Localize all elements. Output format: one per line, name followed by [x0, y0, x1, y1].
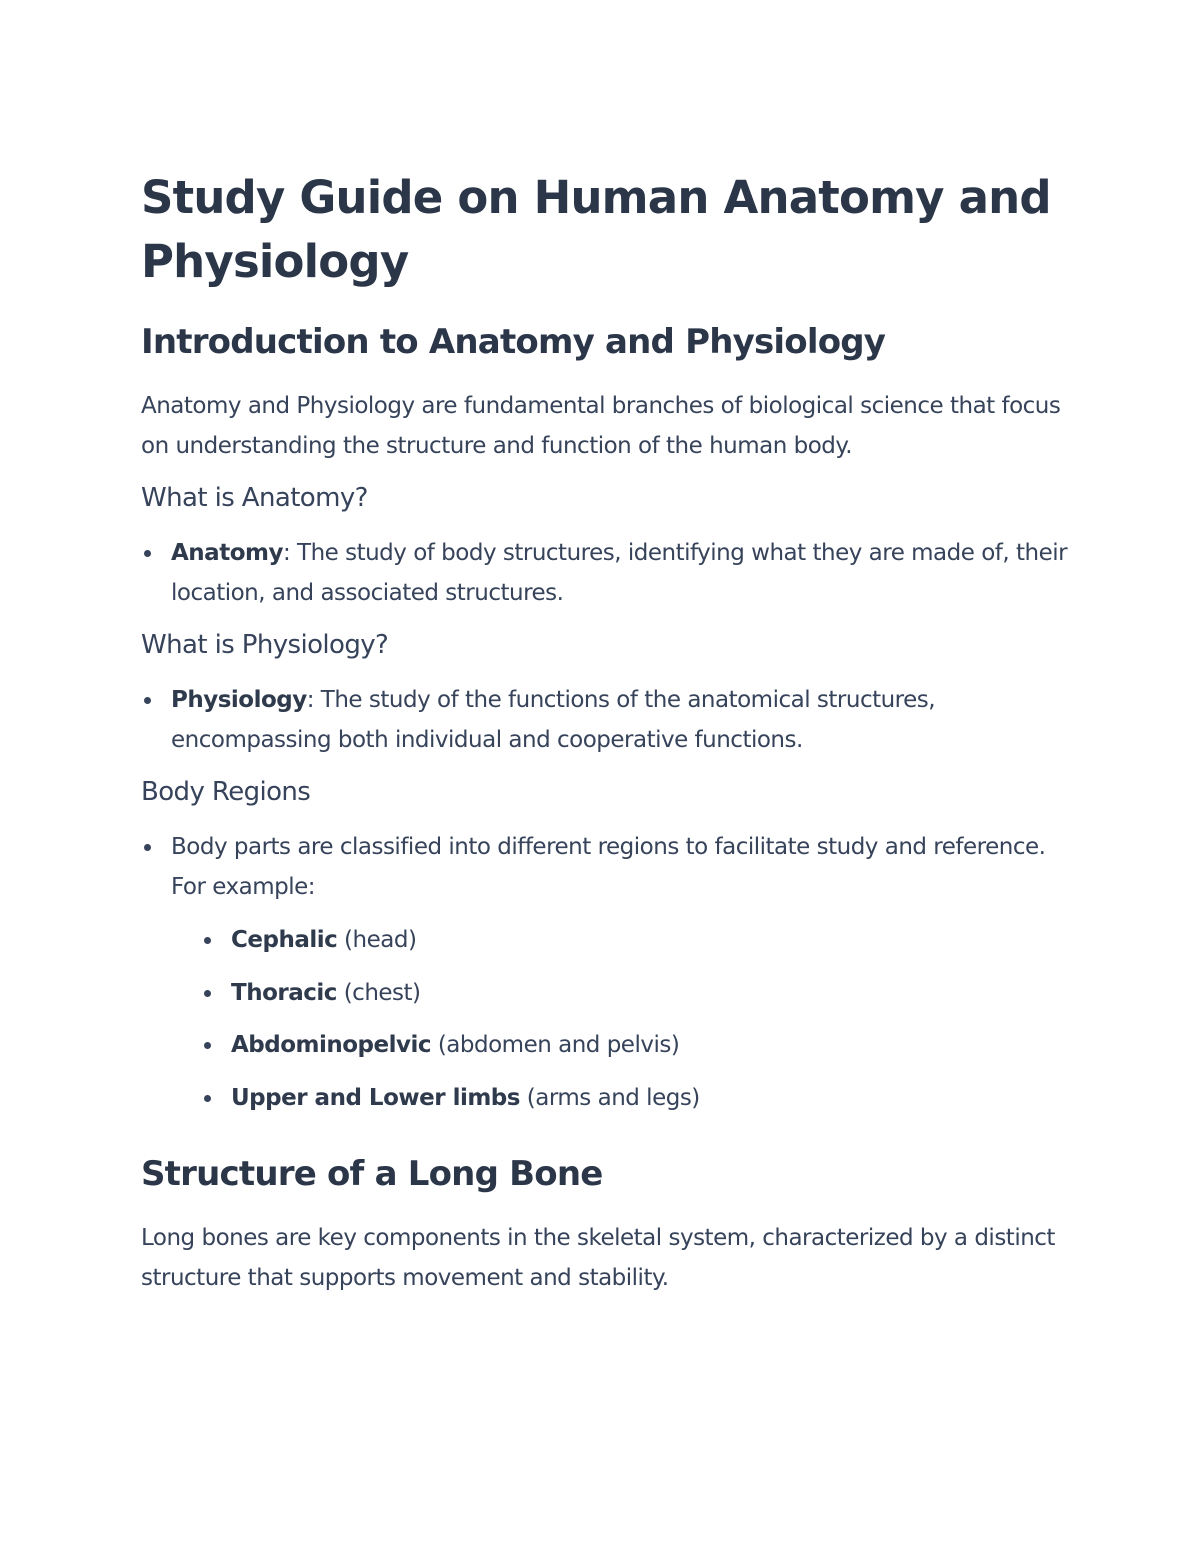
regions-list: [141, 827, 1071, 1124]
term-physiology: Physiology: [171, 687, 307, 713]
section-heading-intro: Introduction to Anatomy and Physiology: [141, 322, 886, 362]
region-desc: (arms and legs): [519, 1084, 700, 1111]
region-term: Thoracic: [231, 979, 337, 1006]
regions-intro: Body parts are classified into different regions to facilitate study and reference. For example:: [171, 834, 1046, 900]
sublist-item-limbs: [201, 1072, 1071, 1125]
physiology-list: [141, 680, 1071, 760]
term-anatomy: Anatomy: [171, 540, 283, 566]
sublist-item-cephalic: [201, 914, 1071, 967]
anatomy-definition: : The study of body structures, identifying what they are made of, their location, and associated structures.: [171, 540, 1068, 606]
region-desc: (head): [337, 927, 417, 953]
list-item: [141, 533, 1071, 613]
list-item: [141, 827, 1071, 1124]
subheading-anatomy: What is Anatomy?: [141, 483, 368, 513]
physiology-definition: : The study of the functions of the anatomical structures, encompassing both individual and cooperative functions.: [171, 687, 936, 753]
sublist-item-abdominopelvic: [201, 1019, 1071, 1072]
list-item: [141, 680, 1071, 760]
region-desc: (chest): [336, 979, 421, 1006]
subheading-body-regions: Body Regions: [141, 777, 311, 807]
anatomy-list: [141, 533, 1071, 613]
region-term: Upper and Lower limbs: [231, 1084, 520, 1111]
region-term: Abdominopelvic: [231, 1032, 432, 1058]
intro-paragraph: Anatomy and Physiology are fundamental branches of biological science that focus on understanding the structure and function of the human body.: [141, 393, 1061, 459]
long-bone-paragraph: Long bones are key components in the skeletal system, characterized by a distinct structure that supports movement and stability.: [141, 1225, 1055, 1291]
region-desc: (abdomen and pelvis): [431, 1032, 680, 1058]
section-heading-long-bone: Structure of a Long Bone: [141, 1154, 603, 1194]
document-page: [141, 166, 1071, 1298]
document-title: Study Guide on Human Anatomy and Physiology: [141, 171, 1051, 288]
sublist-item-thoracic: [201, 967, 1071, 1020]
subheading-physiology: What is Physiology?: [141, 630, 389, 660]
regions-sublist: [201, 914, 1071, 1124]
region-term: Cephalic: [231, 927, 338, 953]
